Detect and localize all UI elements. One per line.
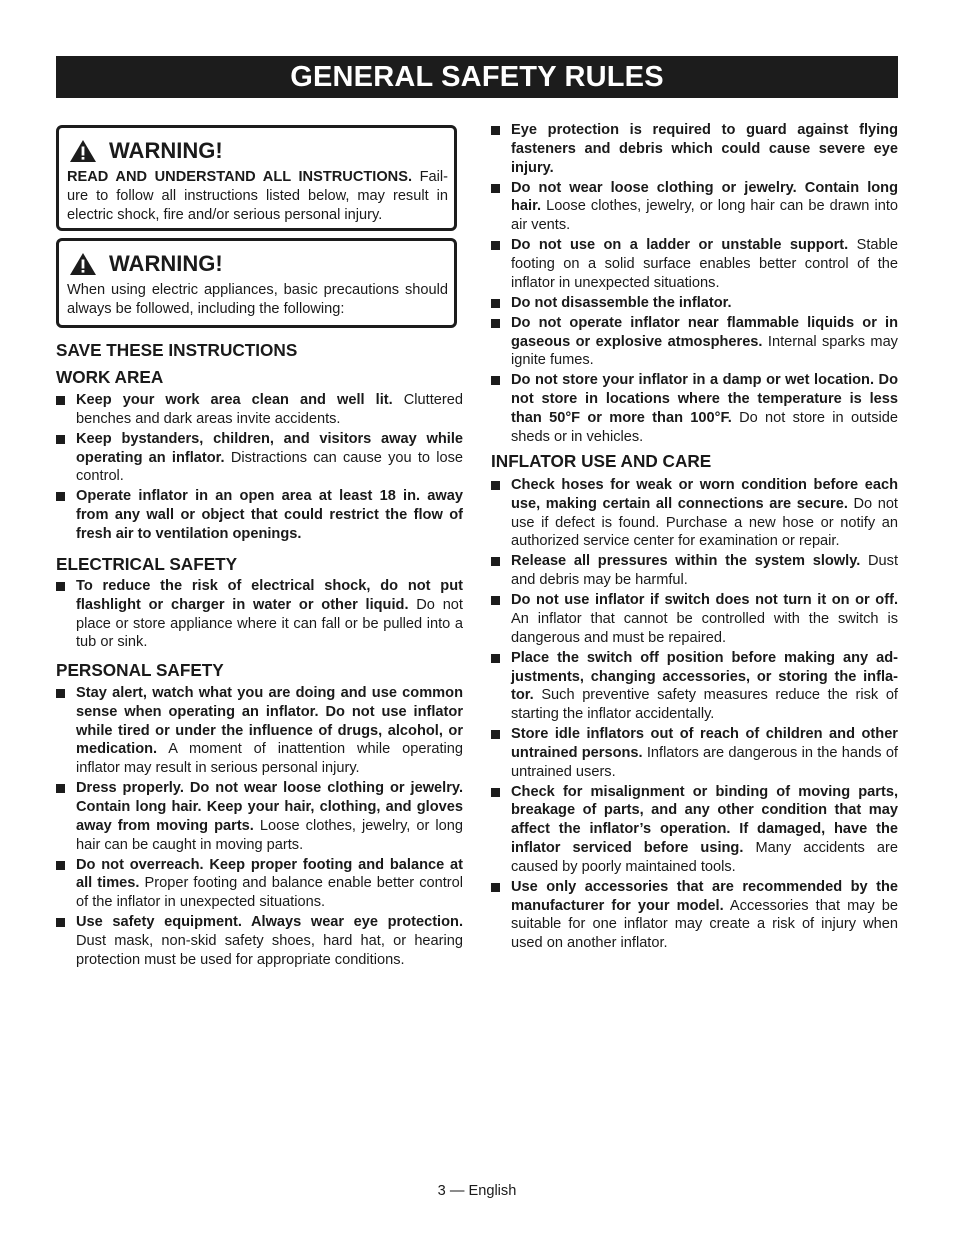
- list-item-text: Stable footing on a solid surface enables better control of the inflator in unexpected situations.: [511, 237, 899, 291]
- inflator-use-heading: INFLATOR USE AND CARE: [491, 451, 712, 471]
- warning-triangle-icon: [69, 252, 97, 276]
- list-item-text: Dust mask, non-skid safety shoes, hard hat, or hearing protection must be used for appropriate conditions.: [76, 932, 463, 968]
- list-item: [491, 878, 898, 953]
- list-item-bold: Check for misalignment or binding of moving parts, breakage of parts, and any other condition that may affect the inflator’s operation. If damaged, have the inflator serviced before using.: [511, 783, 898, 857]
- work-area-heading: WORK AREA: [56, 367, 164, 387]
- list-item-bold: To reduce the risk of electrical shock, do not put flashlight or charger in water or other liquid.: [76, 578, 463, 613]
- warning-body-text: Fail-ure to follow all instructions listed below, may result in electric shock, fire and/or serious personal injury.: [67, 169, 448, 223]
- list-item-bold: Place the switch off position before making any ad-justments, changing accessories, or storing the infla-tor.: [511, 649, 898, 704]
- list-item: [56, 577, 463, 652]
- list-item: [56, 913, 463, 969]
- list-item: [56, 487, 463, 543]
- list-item-bold: Do not overreach. Keep proper footing and balance at all times.: [76, 856, 463, 892]
- list-item-text: Internal sparks may ignite fumes.: [511, 333, 898, 369]
- list-item: [491, 294, 898, 313]
- save-instructions-heading: SAVE THESE INSTRUCTIONS: [56, 340, 298, 360]
- list-item-text: Cluttered benches and dark areas invite accidents.: [76, 392, 463, 427]
- list-item-bold: Do not use on a ladder or unstable support.: [511, 237, 849, 254]
- list-item: [491, 725, 898, 781]
- list-item-bold: Keep bystanders, children, and visitors away while operating an inflator.: [76, 430, 463, 466]
- list-item: [56, 430, 463, 486]
- list-item-text: Dust and debris may be harmful.: [511, 553, 899, 589]
- list-item-bold: Do not use inflator if switch does not turn it on or off.: [511, 592, 898, 609]
- list-item-text: Loose clothes, jewelry, or long hair can be drawn into air vents.: [511, 198, 898, 234]
- list-item-bold: Use only accessories that are recommended by the manufacturer for your model.: [511, 878, 898, 914]
- electrical-safety-list: [56, 577, 463, 653]
- list-item-text: Distractions can cause you to lose control.: [76, 449, 463, 485]
- warning-text: When using electric appliances, basic precautions should always be followed, including the following:: [67, 282, 448, 317]
- list-item: [491, 371, 898, 446]
- list-item-bold: Do not operate inflator near flammable liquids or in gaseous or explosive atmospheres.: [511, 314, 898, 350]
- list-item-text: Proper footing and balance enable better control of the inflator in unexpected situations.: [76, 875, 463, 911]
- list-item-bold: Eye protection is required to guard against flying fasteners and debris which could cause severe eye injury.: [511, 122, 898, 176]
- list-item-text: Accessories that may be suitable for one inflator may create a risk of injury when used on another inflator.: [511, 897, 898, 952]
- list-item-bold: Do not store your inflator in a damp or wet location. Do not store in locations where the temperature is less than 50°F or more than 100°F.: [511, 372, 898, 426]
- list-item-text: Do not place or store appliance where it can fall or be pulled into a tub or sink.: [76, 596, 463, 651]
- warning-title: WARNING!: [109, 138, 223, 163]
- list-item-bold: Operate inflator in an open area at least 18 in. away from any wall or object that could restrict the flow of fresh air to ventilation openings.: [76, 488, 463, 542]
- warning-box-2: [56, 238, 457, 328]
- page-footer: 3 — English: [437, 1183, 517, 1199]
- list-item: [491, 314, 898, 370]
- list-item: [491, 552, 898, 590]
- list-item-bold: Use safety equipment. Always wear eye protection.: [76, 914, 463, 931]
- list-item: [56, 856, 463, 912]
- electrical-safety-heading: ELECTRICAL SAFETY: [56, 554, 238, 574]
- warning-text: [67, 168, 454, 225]
- list-item: [491, 476, 898, 551]
- list-item-text: An inflator that cannot be controlled with the switch is dangerous and must be repaired.: [511, 610, 898, 646]
- list-item-bold: Release all pressures within the system slowly.: [511, 553, 861, 570]
- list-item-text: Loose clothes, jewelry, or long hair can be caught in moving parts.: [76, 817, 463, 853]
- warning-triangle-icon: [69, 139, 97, 163]
- work-area-list: [56, 391, 463, 545]
- list-item: [491, 591, 898, 647]
- personal-safety-heading: PERSONAL SAFETY: [56, 660, 224, 680]
- list-item: [491, 121, 898, 177]
- list-item-text: A moment of inattention while operating inflator may result in serious personal injury.: [76, 741, 463, 777]
- list-item: [56, 391, 463, 429]
- list-item-text: Do not store in outside sheds or in vehicles.: [511, 409, 899, 445]
- warning-title: WARNING!: [109, 251, 223, 276]
- list-item: [56, 779, 463, 854]
- general-rules-list: [491, 121, 898, 448]
- list-item-bold: Stay alert, watch what you are doing and use common sense when operating an inflator. Do not use inflator while tired or under the influence of drugs, alcohol, or medication.: [76, 685, 463, 758]
- warning-bold-text: READ AND UNDERSTAND ALL INSTRUCTIONS.: [67, 169, 413, 185]
- list-item-bold: Do not wear loose clothing or jewelry. Contain long hair.: [511, 179, 898, 215]
- list-item-bold: Do not disassemble the inflator.: [511, 294, 732, 311]
- warning-header: [67, 134, 454, 168]
- list-item-text: Inflators are dangerous in the hands of untrained users.: [511, 744, 898, 780]
- list-item-text: Do not use if defect is found. Purchase a new hose or notify an authorized service center for examination or repair.: [511, 495, 898, 550]
- list-item-bold: Dress properly. Do not wear loose clothing or jewelry. Contain long hair. Keep your hair, clothing, and gloves away from moving parts.: [76, 780, 463, 834]
- list-item: [56, 684, 463, 778]
- list-item: [491, 783, 898, 877]
- inflator-use-list: [491, 476, 898, 954]
- personal-safety-list: [56, 684, 463, 971]
- warning-header: [67, 247, 454, 281]
- list-item: [491, 649, 898, 724]
- list-item-text: Such preventive safety measures reduce the risk of starting the inflator accidentally.: [511, 687, 898, 723]
- list-item-bold: Store idle inflators out of reach of children and other untrained persons.: [511, 726, 898, 761]
- list-item: [491, 179, 898, 235]
- warning-box-1: [56, 125, 457, 231]
- page-title: GENERAL SAFETY RULES: [56, 56, 898, 98]
- list-item: [491, 236, 898, 292]
- list-item-bold: Check hoses for weak or worn condition before each use, making certain all connections are secure.: [511, 477, 898, 512]
- list-item-text: Many accidents are caused by poorly maintained tools.: [511, 840, 898, 875]
- list-item-bold: Keep your work area clean and well lit.: [76, 392, 393, 408]
